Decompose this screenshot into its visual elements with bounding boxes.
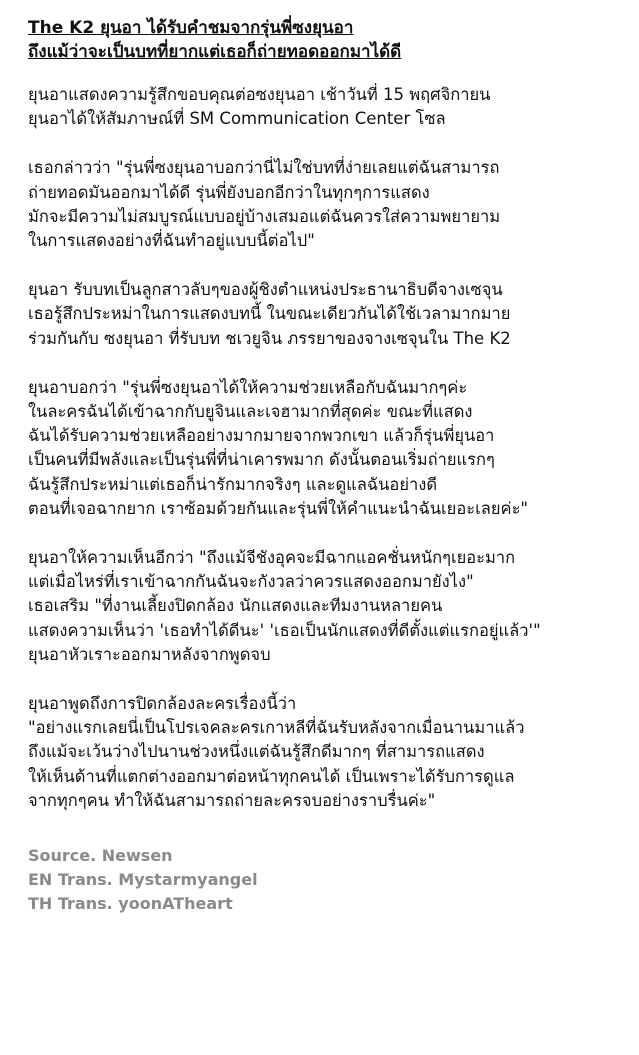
text-line: ยุนอาได้ให้สัมภาษณ์ที่ SM Communication Center โซล [28, 109, 446, 129]
text-line: ถ่ายทอดมันออกมาได้ดี รุ่นพี่ยังบอกอีกว่าในทุกๆการแสดง [28, 182, 430, 202]
text-line: เป็นคนที่มีพลังและเป็นรุ่นพี่ที่น่าเคารพมาก ดังนั้นตอนเริ่มถ่ายแรกๆ [28, 450, 495, 470]
paragraph-quote-1 [28, 156, 621, 253]
text-line: ยุนอา รับบทเป็นลูกสาวลับๆของผู้ชิงตำแหน่งประธานาธิบดีจางเซจุน [28, 280, 503, 300]
text-line: ตอนที่เจอฉากยาก เราซ้อมด้วยกันและรุ่นพี่ให้คำแนะนำฉันเยอะเลยค่ะ" [28, 498, 529, 518]
credit-th-translation: TH Trans. yoonATheart [28, 894, 233, 914]
paragraph-role [28, 278, 621, 351]
text-line: ยุนอาแสดงความรู้สึกขอบคุณต่อซงยุนอา เช้าวันที่ 15 พฤศจิกายน [28, 85, 491, 104]
text-line: ฉันรู้สึกประหม่าแต่เธอก็น่ารักมากจริงๆ และดูแลฉันอย่างดี [28, 474, 438, 494]
credit-en-translation: EN Trans. Mystarmyangel [28, 870, 258, 890]
title-line: The K2 ยุนอา ได้รับคำชมจากรุ่นพี่ซงยุนอา [28, 18, 354, 38]
text-line: ให้เห็นด้านที่แตกต่างออกมาต่อหน้าทุกคนได้ เป็นเพราะได้รับการดูแล [28, 766, 515, 786]
text-line: เธอกล่าวว่า "รุ่นพี่ซงยุนอาบอกว่านี่ไม่ใช่บทที่ง่ายเลยแต่ฉันสามารถ [28, 158, 500, 178]
article-title [28, 16, 621, 64]
text-line: แสดงความเห็นว่า 'เธอทำได้ดีนะ' 'เธอเป็นนักแสดงที่ดีตั้งแต่แรกอยู่แล้ว'" [28, 620, 541, 640]
credits [28, 844, 621, 916]
credit-source: Source. Newsen [28, 846, 173, 866]
text-line: "อย่างแรกเลยนี่เป็นโปรเจคละครเกาหลีที่ฉันรับหลังจากเมื่อนานมาแล้ว [28, 718, 525, 738]
text-line: ยุนอาหัวเราะออกมาหลังจากพูดจบ [28, 644, 271, 664]
text-line: ยุนอาให้ความเห็นอีกว่า "ถึงแม้จีชังอุคจะมีฉากแอคชั่นหนักๆเยอะมาก [28, 548, 516, 568]
paragraph-intro [28, 83, 621, 131]
paragraph-quote-3 [28, 546, 621, 667]
paragraph-wrapup [28, 692, 621, 813]
text-line: เธอเสริม "ที่งานเลี้ยงปิดกล้อง นักแสดงและทีมงานหลายคน [28, 596, 443, 616]
title-line: ถึงแม้ว่าจะเป็นบทที่ยากแต่เธอก็ถ่ายทอดออกมาได้ดี [28, 42, 402, 62]
text-line: ยุนอาพูดถึงการปิดกล้องละครเรื่องนี้ว่า [28, 694, 297, 714]
text-line: ถึงแม้จะเว้นว่างไปนานช่วงหนึ่งแต่ฉันรู้สึกดีมากๆ ที่สามารถแสดง [28, 742, 485, 762]
text-line: ร่วมกันกับ ซงยุนอา ที่รับบท ชเวยูจิน ภรรยาของจางเซจุนใน The K2 [28, 328, 511, 348]
text-line: ในการแสดงอย่างที่ฉันทำอยู่แบบนี้ต่อไป" [28, 231, 315, 251]
text-line: ฉันได้รับความช่วยเหลืออย่างมากมายจากพวกเขา แล้วก็รุ่นพี่ยุนอา [28, 426, 495, 446]
text-line: แต่เมื่อไหร่ที่เราเข้าฉากกันฉันจะกังวลว่าควรแสดงออกมายังไง" [28, 572, 474, 592]
text-line: มักจะมีความไม่สมบูรณ์แบบอยู่บ้างเสมอแต่ฉันควรใส่ความพยายาม [28, 206, 501, 226]
text-line: ในละครฉันได้เข้าฉากกับยูจินและเจฮามากที่สุดค่ะ ขณะที่แสดง [28, 402, 473, 422]
text-line: จากทุกๆคน ทำให้ฉันสามารถถ่ายละครจบอย่างราบรื่นค่ะ" [28, 790, 436, 810]
paragraph-quote-2 [28, 376, 621, 521]
text-line: เธอรู้สึกประหม่าในการแสดงบทนี้ ในขณะเดียวกันได้ใช้เวลามากมาย [28, 304, 511, 324]
text-line: ยุนอาบอกว่า "รุ่นพี่ซงยุนอาได้ให้ความช่วยเหลือกับฉันมากๆค่ะ [28, 377, 468, 397]
